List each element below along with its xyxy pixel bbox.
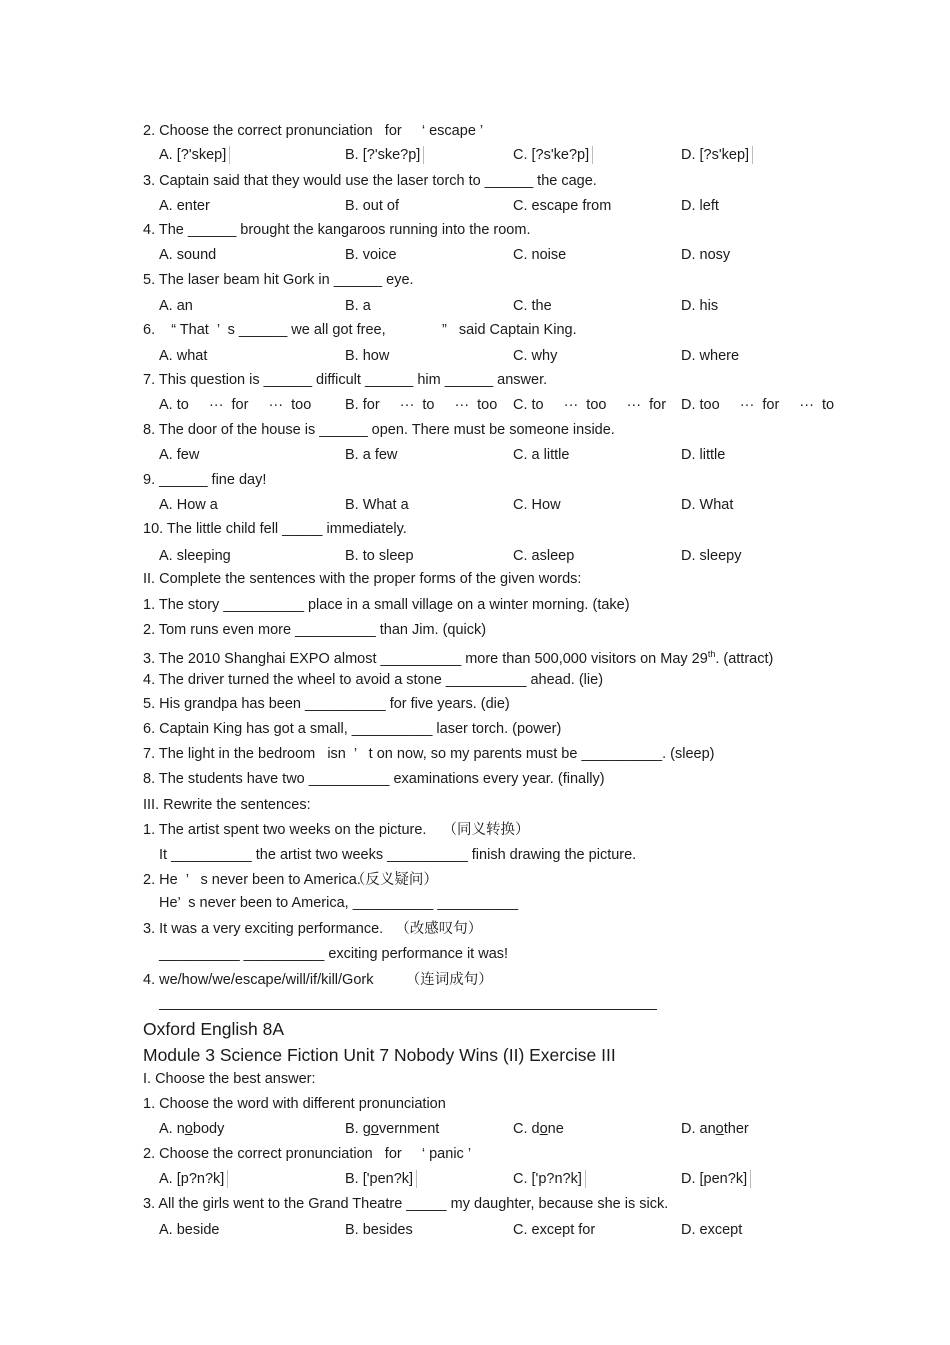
fill-item-3-text: 3. The 2010 Shanghai EXPO almost __________ more than 500,000 visitors on May 29 bbox=[143, 650, 708, 667]
question-text: 8. The door of the house is ______ open. There must be someone inside. bbox=[143, 422, 615, 438]
option-c: C. why bbox=[513, 348, 558, 364]
rewrite-q1: 1. The artist spent two weeks on the picture. （同义转换） bbox=[143, 822, 530, 838]
rewrite-q2-answer-line: He’ s never been to America, __________ __________ bbox=[159, 895, 519, 911]
ex3-q2-option-c: C. ['p?n?k] bbox=[513, 1170, 586, 1188]
question-text: 6. “ That ’ s ______ we all got free, ” said Captain King. bbox=[143, 322, 577, 338]
option-d: D. nosy bbox=[681, 247, 731, 263]
option-d: D. where bbox=[681, 348, 740, 364]
fill-item-3 bbox=[143, 645, 773, 668]
section-ii-heading: II. Complete the sentences with the proper forms of the given words: bbox=[143, 571, 582, 587]
option-c: C. to ··· too ··· for bbox=[513, 397, 667, 413]
answer-rule bbox=[159, 1009, 657, 1010]
option-d: D. his bbox=[681, 298, 719, 314]
option-b: B. a few bbox=[345, 447, 398, 463]
section-i-heading: I. Choose the best answer: bbox=[143, 1071, 316, 1087]
fill-item-2: 2. Tom runs even more __________ than Jim. (quick) bbox=[143, 622, 487, 638]
rewrite-q2-note: （反义疑问） bbox=[350, 872, 438, 888]
underlined-letter: o bbox=[715, 1121, 724, 1137]
option-b: B. to sleep bbox=[345, 548, 414, 564]
option-b: B. What a bbox=[345, 497, 409, 513]
option-d: D. What bbox=[681, 497, 734, 513]
rewrite-q3-answer-line: __________ __________ exciting performance it was! bbox=[159, 946, 509, 962]
book-title: Oxford English 8A bbox=[143, 1019, 285, 1039]
question-text: 7. This question is ______ difficult ______ him ______ answer. bbox=[143, 372, 548, 388]
rewrite-q3: 3. It was a very exciting performance. （改感叹句） bbox=[143, 921, 483, 937]
option-suffix: ne bbox=[547, 1121, 564, 1137]
question-text: 4. The ______ brought the kangaroos running into the room. bbox=[143, 222, 531, 238]
option-b: B. out of bbox=[345, 198, 400, 214]
fill-item-5: 5. His grandpa has been __________ for five years. (die) bbox=[143, 696, 510, 712]
option-b: B. for ··· to ··· too bbox=[345, 397, 498, 413]
question-text: 2. Choose the correct pronunciation for ‘ escape ’ bbox=[143, 123, 484, 139]
option-a: A. what bbox=[159, 348, 208, 364]
option-d: D. little bbox=[681, 447, 726, 463]
fill-item-1: 1. The story __________ place in a small village on a winter morning. (take) bbox=[143, 597, 630, 613]
option-d: D. [?s'kep] bbox=[681, 146, 753, 164]
option-c: C. noise bbox=[513, 247, 567, 263]
option-b: B. voice bbox=[345, 247, 397, 263]
ordinal-suffix: th bbox=[707, 649, 716, 659]
fill-item-4: 4. The driver turned the wheel to avoid a stone __________ ahead. (lie) bbox=[143, 672, 604, 688]
option-a: A. enter bbox=[159, 198, 210, 214]
fill-item-8: 8. The students have two __________ examinations every year. (finally) bbox=[143, 771, 605, 787]
ex3-q3-option-b: B. besides bbox=[345, 1222, 413, 1238]
option-c: C. escape from bbox=[513, 198, 612, 214]
option-a: A. sleeping bbox=[159, 548, 231, 564]
option-c: C. the bbox=[513, 298, 552, 314]
option-prefix: D. an bbox=[681, 1121, 716, 1137]
option-a: A. an bbox=[159, 298, 193, 314]
option-prefix: C. d bbox=[513, 1121, 540, 1137]
ex3-q3-option-a: A. beside bbox=[159, 1222, 220, 1238]
option-b: B. a bbox=[345, 298, 371, 314]
option-b: B. how bbox=[345, 348, 390, 364]
option-suffix: ther bbox=[723, 1121, 749, 1137]
section-iii-heading: III. Rewrite the sentences: bbox=[143, 797, 311, 813]
fill-item-3-tail: . (attract) bbox=[715, 650, 774, 667]
question-text: 9. ______ fine day! bbox=[143, 472, 267, 488]
fill-item-7: 7. The light in the bedroom isn ’ t on now, so my parents must be __________. (sleep) bbox=[143, 746, 715, 762]
ex3-q1-option-a bbox=[159, 1120, 224, 1138]
rewrite-q4: 4. we/how/we/escape/will/if/kill/Gork （连词成句） bbox=[143, 972, 493, 988]
question-text: 10. The little child fell _____ immediately. bbox=[143, 521, 407, 537]
option-b: B. [?'ske?p] bbox=[345, 146, 424, 164]
option-d: D. sleepy bbox=[681, 548, 742, 564]
rewrite-q2 bbox=[143, 871, 438, 889]
option-a: A. [?'skep] bbox=[159, 146, 230, 164]
option-d: D. left bbox=[681, 198, 719, 214]
question-text: 5. The laser beam hit Gork in ______ eye. bbox=[143, 272, 414, 288]
ex3-q3-option-c: C. except for bbox=[513, 1222, 596, 1238]
ex3-q2-option-d: D. [pen?k] bbox=[681, 1170, 751, 1188]
question-text: 3. Captain said that they would use the laser torch to ______ the cage. bbox=[143, 173, 597, 189]
ex3-q1-option-c bbox=[513, 1120, 564, 1138]
fill-item-6: 6. Captain King has got a small, __________ laser torch. (power) bbox=[143, 721, 562, 737]
option-a: A. few bbox=[159, 447, 200, 463]
option-prefix: A. n bbox=[159, 1121, 185, 1137]
option-a: A. to ··· for ··· too bbox=[159, 397, 312, 413]
ex3-q3-option-d: D. except bbox=[681, 1222, 743, 1238]
ex3-q1-option-b bbox=[345, 1120, 439, 1138]
option-a: A. How a bbox=[159, 497, 218, 513]
ex3-q1-option-d bbox=[681, 1120, 749, 1138]
rewrite-q1-answer-line: It __________ the artist two weeks __________ finish drawing the picture. bbox=[159, 847, 637, 863]
option-c: C. [?s'ke?p] bbox=[513, 146, 593, 164]
option-a: A. sound bbox=[159, 247, 217, 263]
option-suffix: body bbox=[192, 1121, 225, 1137]
unit-title: Module 3 Science Fiction Unit 7 Nobody Wins (II) Exercise III bbox=[143, 1045, 616, 1065]
ex3-q2-option-b: B. ['pen?k] bbox=[345, 1170, 417, 1188]
option-suffix: vernment bbox=[378, 1121, 440, 1137]
option-c: C. asleep bbox=[513, 548, 575, 564]
underlined-letter: o bbox=[184, 1121, 193, 1137]
ex3-question-3: 3. All the girls went to the Grand Theatre _____ my daughter, because she is sick. bbox=[143, 1196, 669, 1212]
option-c: C. a little bbox=[513, 447, 570, 463]
rewrite-q2-text: 2. He ’ s never been to America. bbox=[143, 872, 361, 888]
underlined-letter: o bbox=[370, 1121, 379, 1137]
option-d: D. too ··· for ··· to bbox=[681, 397, 835, 413]
underlined-letter: o bbox=[539, 1121, 548, 1137]
ex3-question-1: 1. Choose the word with different pronunciation bbox=[143, 1096, 446, 1112]
ex3-q2-option-a: A. [p?n?k] bbox=[159, 1170, 228, 1188]
option-c: C. How bbox=[513, 497, 561, 513]
ex3-question-2: 2. Choose the correct pronunciation for ‘ panic ’ bbox=[143, 1146, 472, 1162]
option-prefix: B. g bbox=[345, 1121, 371, 1137]
